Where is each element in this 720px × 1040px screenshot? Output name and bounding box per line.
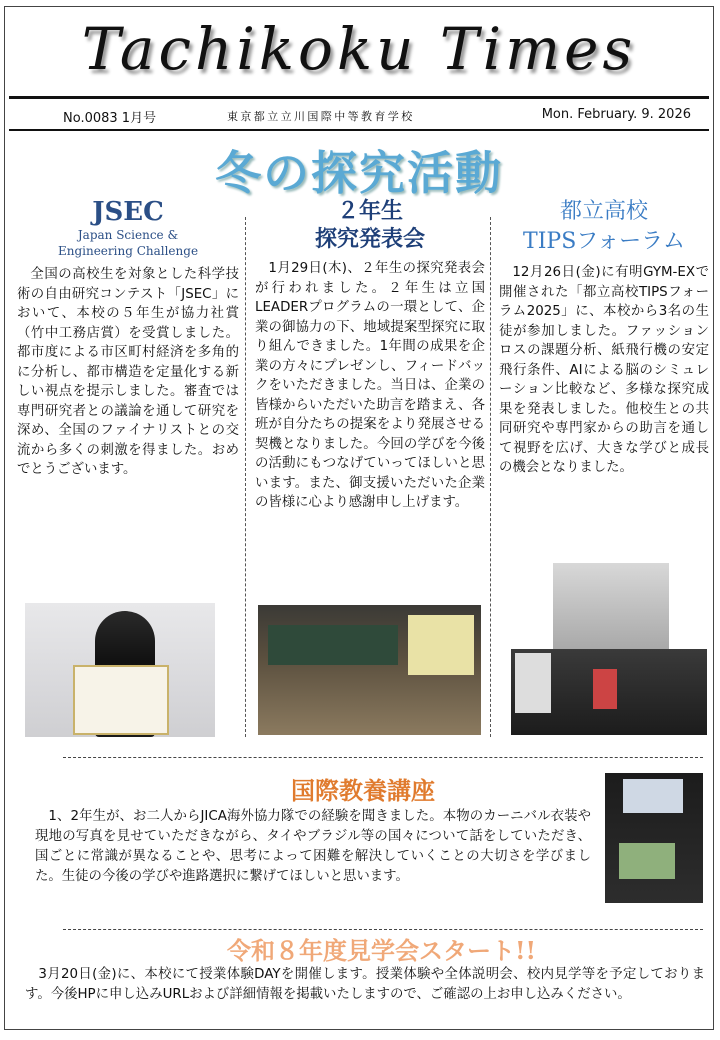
info-rule: [9, 129, 709, 131]
masthead-rule: [9, 96, 709, 99]
article-body: 12月26日(金)に有明GYM-EXで開催された「都立高校TIPSフォーラム2025」に、本校から3名の生徒が参加しました。ファッションロスの課題分析、紙飛行機の安定飛行条件、AIによる脳のシミュレーション比較など、多様な探究成果を発表しました。他校生との共同研究や専門家からの助言を通して視野を広げ、大きな学びと成長の機会となりました。: [499, 265, 709, 475]
article-title-sub: TIPSフォーラム: [523, 229, 685, 254]
section-divider: [63, 929, 703, 930]
section-title-kengaku: 令和８年度見学会スタート!!: [227, 936, 537, 965]
section-title-kokusai: 国際教養講座: [291, 776, 435, 805]
article-title-sub: Engineering Challenge: [57, 244, 199, 258]
article-title: [17, 197, 239, 259]
section-divider: [63, 757, 703, 758]
section-body-kengaku: 3月20日(金)に、本校にて授業体験DAYを開催します。授業体験や全体説明会、校内見学等を予定しております。今後HPに申し込みURLおよび詳細情報を掲載いたしますので、ご確認の上お申し込みください。: [25, 967, 705, 1002]
blackboard: [268, 625, 398, 665]
poster-board: [515, 653, 551, 713]
article-presentation: [255, 197, 485, 513]
page-headline: 冬の探究活動: [215, 146, 503, 200]
article-title: [255, 197, 485, 253]
projector-screen: [408, 615, 474, 675]
article-body: 1月29日(木)、２年生の探究発表会が行われました。２年生は立国LEADERプログラムの一環として、企業の御協力の下、地域提案型探究に取り組んできました。1年間の成果を企業の方々にプレゼンし、フィードバックをいただきました。当日は、企業の皆様からいただいた助言を踏まえ、各班が自分たちの提案をより発展させる契機となりました。今回の学びを今後の活動にもつなげていってほしいと思います。また、御支援いただいた企業の皆様に心より感謝申し上げます。: [255, 261, 485, 510]
column-divider: [245, 217, 246, 737]
article-jsec: [17, 197, 239, 480]
article-tips: [499, 197, 709, 478]
school-name: 東京都立立川国際中等教育学校: [227, 110, 415, 123]
presentation-photo: [258, 605, 481, 735]
article-title-main: JSEC: [92, 197, 164, 227]
article-title-sub: Japan Science &: [77, 228, 179, 242]
article-title-main: ２年生: [336, 198, 403, 224]
certificate: [73, 665, 169, 735]
issue-number: No.0083 1月号: [63, 111, 157, 126]
column-divider: [490, 217, 491, 737]
lecture-photo: [605, 773, 703, 903]
forum-photo-1: [553, 563, 669, 649]
masthead-title: Tachikoku Times: [81, 15, 637, 83]
section-body-kokusai: 1、2年生が、お二人からJICA海外協力隊での経験を聞きました。本物のカーニバル衣装や現地の写真を見せていただきながら、タイやブラジル等の国々について話をしていただき、国ごとに常識が異なることや、思考によって困難を解決していくことの大切さを学びました。生徒の今後の学びや進路選択に繋げてほしいと思います。: [35, 809, 591, 884]
forum-photo-2: [511, 649, 707, 735]
article-title-sub: 探究発表会: [314, 226, 425, 252]
issue-date: Mon. February. 9. 2026: [541, 107, 691, 122]
masthead: [5, 7, 713, 99]
award-photo: [25, 603, 215, 737]
article-title-main: 都立高校: [559, 199, 648, 224]
newsletter-page: [4, 6, 714, 1030]
issue-info-bar: [5, 105, 713, 125]
article-title: [499, 197, 709, 257]
lecture-screen: [619, 843, 675, 879]
lecture-screen: [623, 779, 683, 813]
article-body: 全国の高校生を対象とした科学技術の自由研究コンテスト「JSEC」において、本校の５年生が協力社賞（竹中工務店賞）を受賞しました。都市度による市区町村経済を多角的に分析し、都市構造を定量化する新しい視点を提示しました。審査では専門研究者との議論を通して研究を深め、全国のファイナリストとの交流から多くの刺激を得ました。おめでとうございます。: [17, 267, 239, 477]
poster: [593, 669, 617, 709]
